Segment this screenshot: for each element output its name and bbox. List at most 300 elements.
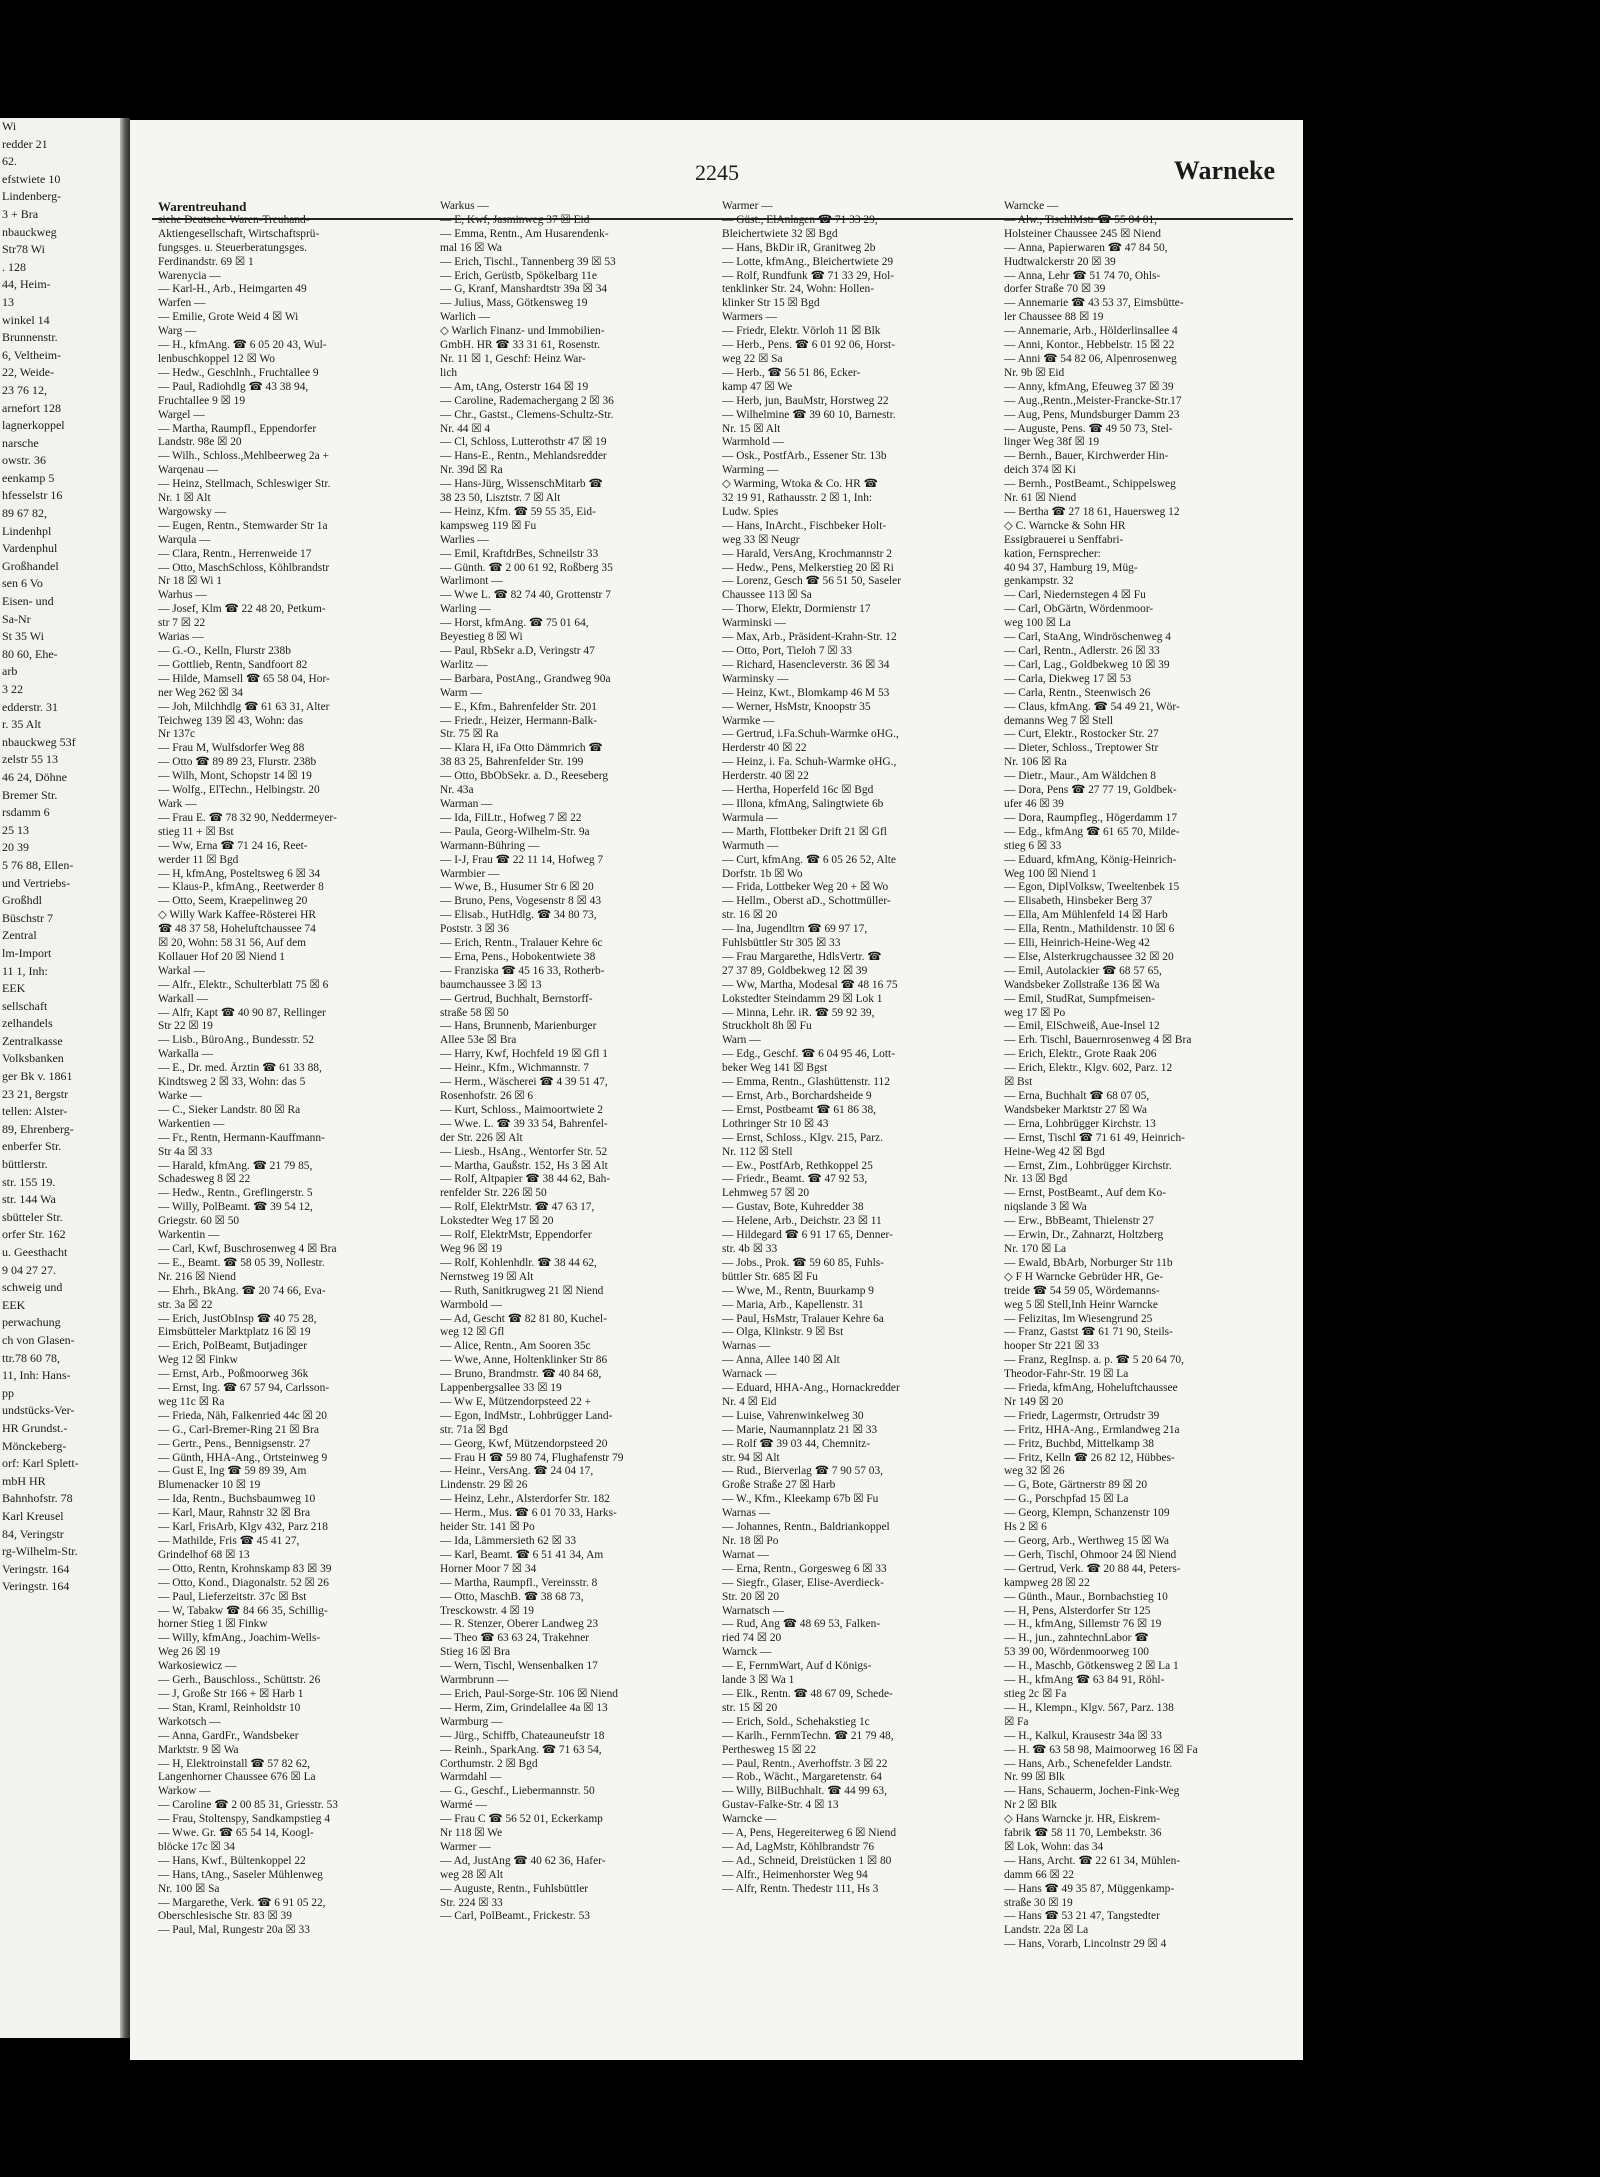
directory-entry-line: — Caroline ☎ 2 00 85 31, Griesstr. 53 <box>158 1799 338 1812</box>
directory-entry-line: — Hans, Kwf., Bültenkoppel 22 <box>158 1854 306 1867</box>
fragment-line: arnefort 128 <box>2 400 61 415</box>
column-4 <box>1004 200 1276 1952</box>
directory-entry-line: 38 23 50, Lisztstr. 7 ☒ Alt <box>440 492 561 505</box>
directory-entry-line: — E., Dr. med. Ärztin ☎ 61 33 88, <box>158 1062 322 1075</box>
directory-entry-line: — Hans-E., Rentn., Mehlandsredder <box>440 450 607 463</box>
directory-entry-line: — Hans-Jürg, WissenschMitarb ☎ <box>440 478 603 491</box>
directory-entry-line: — Ella, Am Mühlenfeld 14 ☒ Harb <box>1004 909 1168 922</box>
directory-entry-line: — Emil, KraftdrBes, Schneilstr 33 <box>440 547 599 560</box>
directory-entry-line: — Rud., Bierverlag ☎ 7 90 57 03, <box>722 1465 883 1478</box>
directory-entry-line: stieg 2c ☒ Fa <box>1004 1687 1067 1700</box>
directory-entry-line: — A, Pens, Hegereiterweg 6 ☒ Niend <box>722 1827 897 1840</box>
directory-entry-line: — Otto, Kond., Diagonalstr. 52 ☒ 26 <box>158 1576 329 1589</box>
directory-entry-line: — Herm., Wäscherei ☎ 4 39 51 47, <box>440 1076 608 1089</box>
directory-entry-line: damm 66 ☒ 22 <box>1004 1868 1075 1881</box>
directory-entry-line: str 7 ☒ 22 <box>158 617 206 630</box>
fragment-line: eenkamp 5 <box>2 470 55 485</box>
directory-entry-line: ◇ Willy Wark Kaffee-Rösterei HR <box>158 909 316 922</box>
fragment-line: rg-Wilhelm-Str. <box>2 1544 78 1559</box>
directory-entry-line: Warmé — <box>440 1799 487 1812</box>
directory-entry-line: — Erich, Elektr., Klgv. 602, Parz. 12 <box>1004 1062 1173 1075</box>
directory-entry-line: — E., Kfm., Bahrenfelder Str. 201 <box>440 700 597 713</box>
directory-entry-line: — Gertrud, Verk. ☎ 20 88 44, Peters- <box>1004 1562 1181 1575</box>
directory-entry-line: — Bernh., Bauer, Kirchwerder Hin- <box>1004 450 1169 463</box>
directory-entry-line: — Lisb., BüroAng., Bundesstr. 52 <box>158 1034 314 1047</box>
fragment-line: 3 22 <box>2 682 23 696</box>
directory-entry-line: — Anna, Allee 140 ☒ Alt <box>722 1354 840 1367</box>
directory-entry-line: — Frau M, Wulfsdorfer Weg 88 <box>158 742 305 755</box>
directory-entry-line: renfelder Str. 226 ☒ 50 <box>440 1187 547 1200</box>
directory-entry-line: ufer 46 ☒ 39 <box>1004 797 1064 810</box>
directory-entry-line: — Gerh., Bauschloss., Schüttstr. 26 <box>158 1674 321 1687</box>
directory-entry-line: — Georg, Kwf, Mützendorpsteed 20 <box>440 1437 608 1450</box>
directory-entry-line: Dorfstr. 1b ☒ Wo <box>722 867 803 880</box>
directory-entry-line: — Theo ☎ 63 63 24, Trakehner <box>440 1632 590 1645</box>
directory-entry-line: — Karl, FrisArb, Klgv 432, Parz 218 <box>158 1521 328 1534</box>
fragment-line: zelstr 55 13 <box>2 752 58 767</box>
directory-entry-line: Warhus — <box>158 589 207 602</box>
directory-entry-line: — Claus, kfmAng. ☎ 54 49 21, Wör- <box>1004 700 1180 713</box>
directory-entry-line: — Bruno, Pens, Vogesenstr 8 ☒ 43 <box>440 895 602 908</box>
directory-entry-line: Warmer — <box>440 1840 491 1853</box>
directory-entry-line: — Otto, Seem, Kraepelinweg 20 <box>158 895 308 908</box>
directory-entry-line: — Heinz, Lehr., Alsterdorfer Str. 182 <box>440 1493 610 1506</box>
directory-entry-line: — Ida, FilLtr., Hofweg 7 ☒ 22 <box>440 811 582 824</box>
directory-entry-line: — Stan, Kraml, Reinholdstr 10 <box>158 1701 301 1714</box>
fragment-line: redder 21 <box>2 136 48 151</box>
directory-entry-line: ☒ Fa <box>1004 1715 1029 1728</box>
directory-entry-line: Warkus — <box>440 200 489 212</box>
directory-entry-line: — Curt, kfmAng. ☎ 6 05 26 52, Alte <box>722 853 896 866</box>
directory-entry-line: — Clara, Rentn., Herrenweide 17 <box>158 547 312 560</box>
directory-entry-line: — Wilh, Mont, Schopstr 14 ☒ 19 <box>158 770 312 783</box>
directory-entry-line: — Wwe, M., Rentn, Buurkamp 9 <box>722 1284 874 1297</box>
directory-entry-line: 53 39 00, Wördenmoorweg 100 <box>1004 1646 1149 1659</box>
directory-entry-line: fungsges. u. Steuerberatungsges. <box>158 241 307 254</box>
fragment-line: 80 60, Ehe- <box>2 646 58 661</box>
directory-entry-line: werder 11 ☒ Bgd <box>158 853 239 866</box>
directory-entry-line: — Gertrud, Buchhalt, Bernstorff- <box>440 992 593 1005</box>
directory-entry-line: kampsweg 119 ☒ Fu <box>440 519 537 532</box>
directory-entry-line: — Marie, Naumannplatz 21 ☒ 33 <box>722 1423 878 1436</box>
directory-entry-line: — Alfr, Rentn. Thedestr 111, Hs 3 <box>722 1882 879 1895</box>
directory-entry-line: — Aug.,Rentn.,Meister-Francke-Str.17 <box>1004 394 1182 407</box>
directory-entry-line: weg 17 ☒ Po <box>1004 1006 1066 1019</box>
directory-entry-line: — Heinz, i. Fa. Schuh-Warmke oHG., <box>722 756 897 769</box>
directory-entry-line: — Martha, Gaußstr. 152, Hs 3 ☒ Alt <box>440 1159 608 1172</box>
directory-entry-line: — Hedw., Geschlnh., Fruchtallee 9 <box>158 366 319 379</box>
directory-entry-line: — Hans ☎ 49 35 87, Müggenkamp- <box>1004 1882 1175 1895</box>
directory-entry-line: — Erna, Buchhalt ☎ 68 07 05, <box>1004 1090 1150 1102</box>
directory-entry-line: — Erna, Lohbrügger Kirchstr. 13 <box>1004 1117 1156 1130</box>
directory-entry-line: str. 94 ☒ Alt <box>722 1451 780 1464</box>
fragment-line: 6, Veltheim- <box>2 347 62 362</box>
directory-entry-line: Corthumstr. 2 ☒ Bgd <box>440 1757 538 1770</box>
fragment-line: lm-Import <box>2 945 52 960</box>
directory-entry-line: — H, Pens, Alsterdorfer Str 125 <box>1004 1604 1151 1617</box>
directory-entry-line: ☎ 48 37 58, Hoheluftchaussee 74 <box>158 923 316 936</box>
directory-entry-line: — Felizitas, Im Wiesengrund 25 <box>1004 1312 1153 1325</box>
directory-entry-line: — Karl, Beamt. ☎ 6 51 41 34, Am <box>440 1548 604 1561</box>
directory-entry-line: — Joh, Milchhdlg ☎ 61 63 31, Alter <box>158 700 330 713</box>
directory-entry-line: — Wilhelmine ☎ 39 60 10, Barnestr. <box>722 408 896 421</box>
directory-entry-line: — Hans, Archt. ☎ 22 61 34, Mühlen- <box>1004 1854 1181 1867</box>
directory-entry-line: Warmbrunn — <box>440 1674 509 1687</box>
directory-entry-line: Warkow — <box>158 1785 211 1798</box>
directory-entry-line: — Ida, Rentn., Buchsbaumweg 10 <box>158 1493 316 1506</box>
directory-entry-line: blöcke 17c ☒ 34 <box>158 1840 235 1853</box>
directory-entry-line: Warm — <box>440 686 482 699</box>
directory-entry-line: straße 58 ☒ 50 <box>440 1006 509 1019</box>
directory-entry-line: — Frau, Stoltenspy, Sandkampstieg 4 <box>158 1813 331 1826</box>
directory-entry-line: Warnatsch — <box>722 1604 785 1617</box>
directory-entry-line: Str 4a ☒ 33 <box>158 1145 213 1158</box>
directory-entry-line: — Willy, BilBuchhalt. ☎ 44 99 63, <box>722 1785 887 1798</box>
directory-entry-line: — Elli, Heinrich-Heine-Weg 42 <box>1004 937 1150 950</box>
directory-entry-line: beker Weg 141 ☒ Bgst <box>722 1062 828 1075</box>
directory-entry-line: ◇ Hans Warncke jr. HR, Eiskrem- <box>1004 1813 1160 1826</box>
fragment-line: 11, Inh: Hans- <box>2 1368 71 1383</box>
fragment-line: 5 76 88, Ellen- <box>2 857 74 872</box>
directory-entry-line: — Luise, Vahrenwinkelweg 30 <box>722 1409 864 1422</box>
directory-entry-line: — Otto, MaschB. ☎ 38 68 73, <box>440 1590 584 1603</box>
directory-entry-line: — E., Beamt. ☎ 58 05 39, Nollestr. <box>158 1256 325 1269</box>
directory-entry-line: — Heinz, Kwt., Blomkamp 46 M 53 <box>722 686 890 699</box>
directory-entry-line: — Ew., PostfArb, Rethkoppel 25 <box>722 1159 873 1172</box>
directory-entry-line: — Paula, Georg-Wilhelm-Str. 9a <box>440 825 590 838</box>
directory-entry-line: — Elk., Rentn. ☎ 48 67 09, Schede- <box>722 1687 893 1700</box>
directory-entry-line: str. 15 ☒ 20 <box>722 1701 778 1714</box>
directory-entry-line: baumchaussee 3 ☒ 13 <box>440 978 542 991</box>
directory-entry-line: — Rolf ☎ 39 03 44, Chemnitz- <box>722 1437 871 1450</box>
directory-entry-line: — Franziska ☎ 45 16 33, Rotherb- <box>440 964 605 977</box>
directory-entry-line: — Paul, Radiohdlg ☎ 43 38 94, <box>158 380 309 393</box>
directory-entry-line: — Johannes, Rentn., Baldriankoppel <box>722 1521 890 1534</box>
directory-entry-line: — Aug, Pens, Mundsburger Damm 23 <box>1004 408 1180 421</box>
directory-entry-line: — Dietr., Maur., Am Wäldchen 8 <box>1004 770 1156 783</box>
directory-entry-line: — Friedr., Beamt. ☎ 47 92 53, <box>722 1173 868 1186</box>
directory-entry-line: ◇ F H Warncke Gebrüder HR, Ge- <box>1004 1270 1164 1283</box>
directory-entry-line: — Emilie, Grote Weid 4 ☒ Wi <box>158 311 299 324</box>
directory-entry-line: — Wwe, Anne, Holtenklinker Str 86 <box>440 1354 608 1367</box>
directory-entry-line: — Hans, Arb., Schenefelder Landstr. <box>1004 1757 1173 1770</box>
directory-entry-line: — Gerh, Tischl, Ohmoor 24 ☒ Niend <box>1004 1548 1177 1561</box>
directory-entry-line: — Eugen, Rentn., Stemwarder Str 1a <box>158 519 328 532</box>
page-header <box>130 150 1303 190</box>
directory-entry-line: — Herb., Pens. ☎ 6 01 92 06, Horst- <box>722 339 896 352</box>
directory-entry-line: — Richard, Hasencleverstr. 36 ☒ 34 <box>722 658 890 671</box>
directory-entry-line: — Helene, Arb., Deichstr. 23 ☒ 11 <box>722 1215 882 1228</box>
directory-entry-line: — Chr., Gastst., Clemens-Schultz-Str. <box>440 408 614 421</box>
directory-entry-line: — Ad, LagMstr, Köhlbrandstr 76 <box>722 1840 875 1853</box>
fragment-line: 84, Veringstr <box>2 1526 64 1541</box>
fragment-line: Bahnhofstr. 78 <box>2 1491 73 1506</box>
directory-entry-line: — Harald, kfmAng. ☎ 21 79 85, <box>158 1159 313 1172</box>
directory-entry-line: — Erich, JustObInsp ☎ 40 75 28, <box>158 1312 317 1325</box>
directory-entry-line: — Olga, Klinkstr. 9 ☒ Bst <box>722 1326 844 1339</box>
directory-entry-line: Warqenau — <box>158 464 219 477</box>
fragment-line: 9 04 27 27. <box>2 1262 56 1277</box>
fragment-line: Lindenhpl <box>2 523 52 538</box>
directory-entry-line: — Carl, ObGärtn, Wördenmoor- <box>1004 603 1154 616</box>
directory-entry-line: ried 74 ☒ 20 <box>722 1632 782 1645</box>
directory-entry-line: — Hans, tAng., Saseler Mühlenweg <box>158 1868 323 1881</box>
fragment-line: str. 155 19. <box>2 1174 56 1189</box>
directory-entry-line: — Lorenz, Gesch ☎ 56 51 50, Saseler <box>722 575 901 588</box>
directory-entry-line: — Heinz, Stellmach, Schleswiger Str. <box>158 478 331 491</box>
directory-entry-line: — Egon, IndMstr., Lohbrügger Land- <box>440 1409 613 1422</box>
directory-entry-line: — Hans ☎ 53 21 47, Tangstedter <box>1004 1910 1160 1923</box>
fragment-line: 25 13 <box>2 822 29 837</box>
directory-entry-line: Warncke — <box>1004 200 1059 212</box>
directory-entry-line: — Alfr., Heimenhorster Weg 94 <box>722 1868 868 1881</box>
directory-entry-line: Nr. 112 ☒ Stell <box>722 1145 793 1158</box>
directory-entry-line: — Jürg., Schiffb, Chateauneufstr 18 <box>440 1729 605 1742</box>
directory-entry-line: Str 22 ☒ 19 <box>158 1020 213 1033</box>
directory-entry-line: — Ww, Martha, Modesal ☎ 48 16 75 <box>722 978 898 991</box>
directory-entry-line: — Frida, Lottbeker Weg 20 + ☒ Wo <box>722 881 889 894</box>
directory-entry-line: — Klaus-P., kfmAng., Reetwerder 8 <box>158 881 324 894</box>
directory-entry-line: Ferdinandstr. 69 ☒ 1 <box>158 255 254 268</box>
directory-entry-line: — G, Kranf, Manshardtstr 39a ☒ 34 <box>440 283 608 296</box>
directory-entry-line: Marktstr. 9 ☒ Wa <box>158 1743 239 1756</box>
fragment-line: Veringstr. 164 <box>2 1579 70 1594</box>
directory-entry-line: — G, Bote, Gärtnerstr 89 ☒ 20 <box>1004 1479 1148 1492</box>
directory-entry-line: Aktiengesellschaft, Wirtschaftsprü- <box>158 227 320 240</box>
directory-entry-line: — Ad, JustAng ☎ 40 62 36, Hafer- <box>440 1854 606 1867</box>
directory-entry-line: — Anna, Papierwaren ☎ 47 84 50, <box>1004 241 1168 254</box>
directory-entry-line: Warn — <box>722 1034 761 1047</box>
fragment-line: Lindenberg- <box>2 189 62 204</box>
directory-entry-line: Lokstedter Weg 17 ☒ 20 <box>440 1215 554 1228</box>
directory-entry-line: — Klara H, iFa Otto Dämmrich ☎ <box>440 742 603 755</box>
directory-entry-line: — Barbara, PostAng., Grandweg 90a <box>440 672 611 685</box>
fragment-line: zelhandels <box>2 1016 53 1031</box>
directory-entry-line: weg 5 ☒ Stell,Inh Heinr Warncke <box>1004 1298 1158 1311</box>
directory-entry-line: Warkentin — <box>158 1229 220 1242</box>
directory-entry-line: — Ernst, Zim., Lohbrügger Kirchstr. <box>1004 1159 1172 1172</box>
directory-entry-line: str. 71a ☒ Bgd <box>440 1423 508 1436</box>
directory-entry-line: Heine-Weg 42 ☒ Bgd <box>1004 1145 1105 1158</box>
directory-entry-line: Warnck — <box>722 1646 772 1659</box>
directory-entry-line: — Martha, Raumpfl., Eppendorfer <box>158 422 317 435</box>
directory-entry-line: Str. 75 ☒ Ra <box>440 728 499 741</box>
directory-entry-line: — H., kfmAng. ☎ 6 05 20 43, Wul- <box>158 339 327 352</box>
directory-entry-line: — Alfr, Kapt ☎ 40 90 87, Rellinger <box>158 1006 326 1019</box>
entry-columns <box>158 200 1278 1952</box>
directory-entry-line: — Ida, Lämmersieth 62 ☒ 33 <box>440 1535 577 1547</box>
directory-entry-line: Wandsbeker Zollstraße 136 ☒ Wa <box>1004 978 1160 991</box>
fragment-line: Vardenphul <box>2 541 58 556</box>
fragment-line: nbauckweg <box>2 224 57 239</box>
directory-entry-line: — G., Geschf., Liebermannstr. 50 <box>440 1785 595 1798</box>
directory-entry-line: Horner Moor 7 ☒ 34 <box>440 1562 537 1575</box>
directory-entry-line: — Carl, Rentn., Adlerstr. 26 ☒ 33 <box>1004 645 1160 657</box>
directory-entry-line: Warmula — <box>722 811 778 824</box>
directory-entry-line: — Emma, Rentn., Glashüttenstr. 112 <box>722 1076 890 1089</box>
directory-entry-line: — Paul, Rentn., Averhoffstr. 3 ☒ 22 <box>722 1757 888 1770</box>
directory-entry-line: — Gertr., Pens., Bennigsenstr. 27 <box>158 1437 311 1450</box>
directory-entry-line: — Kurt, Schloss., Maimoortwiete 2 <box>440 1103 603 1116</box>
directory-entry-line: Langenhorner Chaussee 676 ☒ La <box>158 1771 316 1784</box>
directory-entry-line: — Wwe. L. ☎ 39 33 54, Bahrenfel- <box>440 1117 608 1130</box>
directory-entry-line: — Edg., Geschf. ☎ 6 04 95 46, Lott- <box>722 1048 896 1061</box>
directory-entry-line: — Rolf, ElektrMstr, Eppendorfer <box>440 1229 592 1242</box>
directory-entry-line: — Marth, Flottbeker Drift 21 ☒ Gfl <box>722 825 887 838</box>
page-number: 2245 <box>695 160 739 185</box>
directory-entry-line: lenbuschkoppel 12 ☒ Wo <box>158 352 275 365</box>
directory-entry-line: ner Weg 262 ☒ 34 <box>158 686 244 699</box>
directory-entry-line: Warncke — <box>722 1813 777 1826</box>
fragment-line: Sa-Nr <box>2 611 31 626</box>
directory-entry-line: — Fritz, HHA-Ang., Ermlandweg 21a <box>1004 1423 1180 1436</box>
directory-entry-line: weg 22 ☒ Sa <box>722 352 783 365</box>
directory-entry-line: Kindtsweg 2 ☒ 33, Wohn: das 5 <box>158 1076 306 1089</box>
directory-entry-line: Warmann-Bühring — <box>440 839 540 852</box>
directory-entry-line: Warnat — <box>722 1548 769 1561</box>
directory-entry-line: Nernstweg 19 ☒ Alt <box>440 1270 534 1283</box>
directory-entry-line: Warmhold — <box>722 436 785 449</box>
directory-entry-line: Warmuth — <box>722 839 779 852</box>
fragment-line: ger Bk v. 1861 <box>2 1069 73 1084</box>
directory-entry-line: weg 28 ☒ Alt <box>440 1868 504 1881</box>
directory-entry-line: deich 374 ☒ Ki <box>1004 464 1076 477</box>
directory-entry-line: — Bernh., PostBeamt., Schippelsweg <box>1004 478 1176 491</box>
directory-entry-line: — Hans, BkDir iR, Granitweg 2b <box>722 241 876 254</box>
directory-entry-line: — Siegfr., Glaser, Elise-Averdieck- <box>722 1576 884 1589</box>
directory-entry-line: — Ww, Erna ☎ 71 24 16, Reet- <box>158 839 308 852</box>
directory-entry-line: — Carla, Rentn., Steenwisch 26 <box>1004 686 1151 699</box>
directory-entry-line: ◇ Warming, Wtoka & Co. HR ☎ <box>722 478 878 491</box>
directory-entry-line: Str. 20 ☒ 20 <box>722 1590 780 1603</box>
directory-entry-line: kamp 47 ☒ We <box>722 380 793 393</box>
directory-entry-line: — E, Kwf, Jasminweg 37 ☒ Eid <box>440 213 590 226</box>
directory-entry-line: — Paul, RbSekr a.D, Veringstr 47 <box>440 645 595 657</box>
directory-entry-line: fabrik ☎ 58 11 70, Lembekstr. 36 <box>1004 1827 1162 1840</box>
directory-entry-line: — Martha, Raumpfl., Vereinsstr. 8 <box>440 1576 598 1589</box>
fragment-line: Wi <box>2 119 17 133</box>
directory-entry-line: Nr. 44 ☒ 4 <box>440 422 491 435</box>
directory-entry-line: — Anni, Kontor., Hebbelstr. 15 ☒ 22 <box>1004 339 1175 352</box>
directory-entry-line: — Carl, Kwf, Buschrosenweg 4 ☒ Bra <box>158 1242 337 1255</box>
directory-entry-line: — Erich, Rentn., Tralauer Kehre 6c <box>440 937 603 950</box>
directory-entry-line: 38 83 25, Bahrenfelder Str. 199 <box>440 756 584 769</box>
directory-entry-line: Warmbold — <box>440 1298 503 1311</box>
directory-entry-line: Nr. 9b ☒ Eid <box>1004 366 1065 379</box>
fragment-line: owstr. 36 <box>2 453 47 468</box>
directory-entry-line: Hs 2 ☒ 6 <box>1004 1521 1047 1534</box>
directory-entry-line: Warkotsch — <box>158 1715 221 1728</box>
directory-entry-line: — Ernst, Tischl ☎ 71 61 49, Heinrich- <box>1004 1131 1185 1144</box>
directory-entry-line: — Ehrh., BkAng. ☎ 20 74 66, Eva- <box>158 1284 326 1297</box>
directory-entry-line: — Lotte, kfmAng., Bleichertwiete 29 <box>722 255 894 268</box>
fragment-line: str. 144 Wa <box>2 1192 56 1207</box>
fragment-line: tellen: Alster- <box>2 1104 68 1119</box>
directory-entry-line: — Gust E, Ing ☎ 59 89 39, Am <box>158 1465 307 1478</box>
directory-entry-line: — Werner, HsMstr, Knoopstr 35 <box>722 700 871 713</box>
directory-entry-line: Wargel — <box>158 408 205 421</box>
directory-entry-line: — Hildegard ☎ 6 91 17 65, Denner- <box>722 1229 893 1242</box>
directory-entry-line: Große Straße 27 ☒ Harb <box>722 1479 836 1492</box>
fragment-line: HR Grundst.- <box>2 1420 68 1435</box>
directory-entry-line: — Thorw, Elektr, Dormienstr 17 <box>722 603 871 616</box>
fragment-line: sbütteler Str. <box>2 1209 63 1224</box>
directory-entry-line: — Gertrud, i.Fa.Schuh-Warmke oHG., <box>722 728 899 741</box>
directory-entry-line: Struckholt 8h ☒ Fu <box>722 1020 812 1033</box>
fragment-line: 23 21, 8ergstr <box>2 1086 69 1101</box>
directory-entry-line: — Ad., Schneid, Dreistücken 1 ☒ 80 <box>722 1854 892 1867</box>
directory-entry-line: — Hans, Brunnenb, Marienburger <box>440 1020 597 1033</box>
directory-entry-line: ◇ C. Warncke & Sohn HR <box>1004 519 1126 532</box>
fragment-line: büttlerstr. <box>2 1157 48 1172</box>
directory-entry-line: Nr. 11 ☒ 1, Geschf: Heinz War- <box>440 352 586 365</box>
directory-entry-line: — Paul, Lieferzeitstr. 37c ☒ Bst <box>158 1590 307 1603</box>
directory-entry-line: Schadesweg 8 ☒ 22 <box>158 1173 251 1186</box>
directory-entry-line: — Egon, DiplVolksw, Tweeltenbek 15 <box>1004 881 1180 894</box>
fragment-line: sen 6 Vo <box>2 576 43 591</box>
directory-entry-line: — Ernst, Arb., Borchardsheide 9 <box>722 1090 872 1102</box>
directory-entry-line: — Karl-H., Arb., Heimgarten 49 <box>158 283 307 296</box>
directory-entry-line: — E, FernmWart, Auf d Königs- <box>722 1660 872 1673</box>
directory-entry-line: Warlitz — <box>440 658 488 671</box>
directory-entry-line: Weg 96 ☒ 19 <box>440 1242 503 1255</box>
directory-entry-line: Warnas — <box>722 1507 771 1520</box>
directory-entry-line: — Georg, Klempn, Schanzenstr 109 <box>1004 1507 1170 1520</box>
directory-entry-line: — Annemarie ☎ 43 53 37, Eimsbütte- <box>1004 297 1184 310</box>
directory-entry-line: GmbH. HR ☎ 33 31 61, Rosenstr. <box>440 339 601 352</box>
directory-entry-line: treide ☎ 54 59 05, Wördemanns- <box>1004 1284 1160 1297</box>
directory-entry-line: 40 94 37, Hamburg 19, Müg- <box>1004 561 1138 574</box>
directory-entry-line: — Curt, Elektr., Rostocker Str. 27 <box>1004 728 1159 741</box>
directory-entry-line: 32 19 91, Rathausstr. 2 ☒ 1, Inh: <box>722 492 873 505</box>
directory-entry-line: Warmbier — <box>440 867 500 880</box>
directory-entry-line: — Ernst, Arb., Poßmoorweg 36k <box>158 1368 309 1381</box>
fragment-line: Eisen- und <box>2 594 54 609</box>
directory-entry-line: Warias — <box>158 631 204 644</box>
directory-entry-line: Nr. 18 ☒ Po <box>722 1535 779 1547</box>
directory-entry-line: Nr. 43a <box>440 784 474 797</box>
directory-entry-line: Nr. 13 ☒ Bgd <box>1004 1173 1068 1186</box>
directory-entry-line: — Otto, MaschSchloss, Köhlbrandstr <box>158 561 330 574</box>
directory-entry-line: — Karlh., FernmTechn. ☎ 21 79 48, <box>722 1729 894 1742</box>
directory-entry-line: Essigbrauerei u Senffabri- <box>1004 533 1124 546</box>
directory-entry-line: — Josef, Klm ☎ 22 48 20, Petkum- <box>158 603 326 616</box>
directory-entry-line: Holsteiner Chaussee 245 ☒ Niend <box>1004 227 1161 240</box>
directory-entry-line: ☒ Bst <box>1004 1076 1033 1089</box>
fragment-line: 20 39 <box>2 840 29 855</box>
directory-entry-line: — Franz, Gastst ☎ 61 71 90, Steils- <box>1004 1326 1173 1339</box>
directory-entry-line: — Otto, Port, Tieloh 7 ☒ 33 <box>722 645 852 657</box>
directory-entry-line: Warman — <box>440 797 493 810</box>
directory-entry-line: — H., Maschb, Götkensweg 2 ☒ La 1 <box>1004 1660 1179 1673</box>
directory-entry-line: Kollauer Hof 20 ☒ Niend 1 <box>158 950 285 963</box>
directory-entry-line: Nr. 1 ☒ Alt <box>158 492 211 505</box>
directory-entry-line: — Fritz, Buchbd, Mittelkamp 38 <box>1004 1437 1154 1450</box>
directory-entry-line: — Erh. Tischl, Bauernrosenweg 4 ☒ Bra <box>1004 1034 1192 1047</box>
directory-entry-line: Warkal — <box>158 964 205 977</box>
directory-entry-line: — Rolf, Kohlenhdlr. ☎ 38 44 62, <box>440 1256 597 1269</box>
directory-entry-line: — Wolfg., ElTechn., Helbingstr. 20 <box>158 784 320 797</box>
fragment-line: Zentral <box>2 928 37 943</box>
directory-entry-line: — Margarethe, Verk. ☎ 6 91 05 22, <box>158 1896 326 1909</box>
directory-entry-line: — W, Tabakw ☎ 84 66 35, Schillig- <box>158 1604 328 1617</box>
directory-entry-line: — Eduard, kfmAng, König-Heinrich- <box>1004 853 1177 866</box>
directory-entry-line: Nr. 216 ☒ Niend <box>158 1270 236 1283</box>
directory-entry-line: 27 37 89, Goldbekweg 12 ☒ 39 <box>722 964 868 977</box>
directory-entry-line: — Friedr, Elektr. Vörloh 11 ☒ Blk <box>722 325 881 338</box>
fragment-line: EEK <box>2 981 26 996</box>
directory-entry-line: stieg 11 + ☒ Bst <box>158 825 234 838</box>
